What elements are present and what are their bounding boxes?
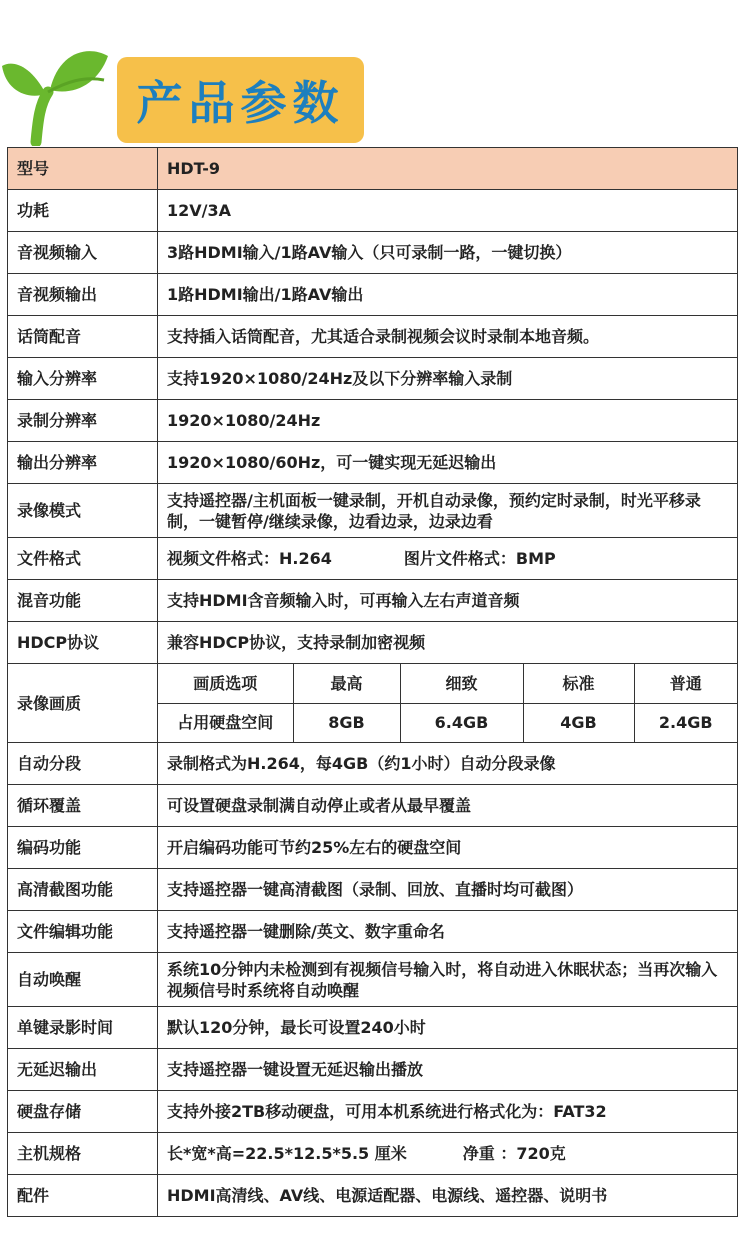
spec-label: 单键录影时间 xyxy=(8,1007,158,1049)
spec-value: 3路HDMI输入/1路AV输入（只可录制一路，一键切换） xyxy=(158,232,738,274)
spec-label: 编码功能 xyxy=(8,827,158,869)
net-weight: 净重 ：720克 xyxy=(462,1144,566,1163)
spec-value: 支持外接2TB移动硬盘，可用本机系统进行格式化为：FAT32 xyxy=(158,1091,738,1133)
table-row xyxy=(8,1091,738,1133)
table-row xyxy=(8,1133,738,1175)
spec-value: 1路HDMI输出/1路AV输出 xyxy=(158,274,738,316)
table-row xyxy=(8,953,738,1007)
spec-label: HDCP协议 xyxy=(8,622,158,664)
spec-label: 文件编辑功能 xyxy=(8,911,158,953)
spec-label: 型号 xyxy=(8,148,158,190)
table-row xyxy=(8,442,738,484)
spec-label: 音视频输出 xyxy=(8,274,158,316)
spec-label: 硬盘存储 xyxy=(8,1091,158,1133)
quality-value: 4GB xyxy=(523,703,634,742)
spec-value xyxy=(158,538,738,580)
quality-value: 6.4GB xyxy=(400,703,523,742)
title-banner xyxy=(117,57,364,143)
spec-value: 可设置硬盘录制满自动停止或者从最早覆盖 xyxy=(158,785,738,827)
spec-label: 配件 xyxy=(8,1175,158,1217)
quality-value: 占用硬盘空间 xyxy=(158,703,293,742)
quality-value: 8GB xyxy=(293,703,400,742)
spec-label: 无延迟输出 xyxy=(8,1049,158,1091)
spec-label: 主机规格 xyxy=(8,1133,158,1175)
table-row xyxy=(158,664,737,703)
sprout-icon xyxy=(0,34,120,146)
table-row xyxy=(8,827,738,869)
spec-label: 话筒配音 xyxy=(8,316,158,358)
spec-value xyxy=(158,1133,738,1175)
spec-value: HDMI高清线、AV线、电源适配器、电源线、遥控器、说明书 xyxy=(158,1175,738,1217)
spec-label: 输出分辨率 xyxy=(8,442,158,484)
spec-label: 音视频输入 xyxy=(8,232,158,274)
quality-header: 普通 xyxy=(634,664,737,703)
spec-value: 支持遥控器一键设置无延迟输出播放 xyxy=(158,1049,738,1091)
spec-value: 支持1920×1080/24Hz及以下分辨率输入录制 xyxy=(158,358,738,400)
quality-header: 标准 xyxy=(523,664,634,703)
spec-table xyxy=(7,147,738,1217)
spec-label: 录像画质 xyxy=(8,664,158,743)
spec-value: 默认120分钟，最长可设置240小时 xyxy=(158,1007,738,1049)
spec-label: 文件格式 xyxy=(8,538,158,580)
quality-header: 画质选项 xyxy=(158,664,293,703)
table-row xyxy=(8,538,738,580)
spec-label: 录制分辨率 xyxy=(8,400,158,442)
spec-value: 1920×1080/24Hz xyxy=(158,400,738,442)
spec-value: 支持遥控器一键删除/英文、数字重命名 xyxy=(158,911,738,953)
table-row xyxy=(8,911,738,953)
quality-header: 细致 xyxy=(400,664,523,703)
spec-label: 循环覆盖 xyxy=(8,785,158,827)
spec-value: 兼容HDCP协议，支持录制加密视频 xyxy=(158,622,738,664)
spec-value: 支持遥控器一键高清截图（录制、回放、直播时均可截图） xyxy=(158,869,738,911)
spec-value: 支持HDMI含音频输入时，可再输入左右声道音频 xyxy=(158,580,738,622)
table-row xyxy=(8,190,738,232)
quality-table-cell xyxy=(158,664,738,743)
table-row xyxy=(8,1049,738,1091)
spec-value: 开启编码功能可节约25%左右的硬盘空间 xyxy=(158,827,738,869)
spec-value: 12V/3A xyxy=(158,190,738,232)
spec-value: 系统10分钟内未检测到有视频信号输入时，将自动进入休眠状态；当再次输入视频信号时系统将自动唤醒 xyxy=(158,953,738,1007)
table-row xyxy=(8,400,738,442)
quality-value: 2.4GB xyxy=(634,703,737,742)
table-row xyxy=(8,232,738,274)
table-row xyxy=(8,316,738,358)
spec-value: 支持遥控器/主机面板一键录制，开机自动录像，预约定时录制，时光平移录制，一键暂停/继续录像，边看边录，边录边看 xyxy=(158,484,738,538)
header xyxy=(0,0,750,150)
page-title: 产品参数 xyxy=(136,76,345,130)
spec-value: HDT-9 xyxy=(158,148,738,190)
table-row xyxy=(8,869,738,911)
table-row xyxy=(8,274,738,316)
table-row xyxy=(8,148,738,190)
spec-label: 录像模式 xyxy=(8,484,158,538)
spec-value: 录制格式为H.264，每4GB（约1小时）自动分段录像 xyxy=(158,743,738,785)
table-row xyxy=(8,664,738,743)
table-row xyxy=(8,622,738,664)
spec-label: 自动唤醒 xyxy=(8,953,158,1007)
spec-value: 支持插入话筒配音，尤其适合录制视频会议时录制本地音频。 xyxy=(158,316,738,358)
video-format: 视频文件格式：H.264 xyxy=(167,549,332,568)
spec-label: 功耗 xyxy=(8,190,158,232)
spec-label: 混音功能 xyxy=(8,580,158,622)
quality-table xyxy=(158,664,737,742)
quality-header: 最高 xyxy=(293,664,400,703)
dimensions: 长*宽*高=22.5*12.5*5.5 厘米 xyxy=(167,1144,407,1163)
table-row xyxy=(8,358,738,400)
table-row xyxy=(8,785,738,827)
spec-label: 输入分辨率 xyxy=(8,358,158,400)
table-row xyxy=(8,580,738,622)
table-row xyxy=(158,703,737,742)
spec-value: 1920×1080/60Hz，可一键实现无延迟输出 xyxy=(158,442,738,484)
table-row xyxy=(8,743,738,785)
table-row xyxy=(8,1175,738,1217)
spec-label: 自动分段 xyxy=(8,743,158,785)
spec-label: 高清截图功能 xyxy=(8,869,158,911)
table-row xyxy=(8,1007,738,1049)
image-format: 图片文件格式：BMP xyxy=(403,549,556,568)
table-row xyxy=(8,484,738,538)
